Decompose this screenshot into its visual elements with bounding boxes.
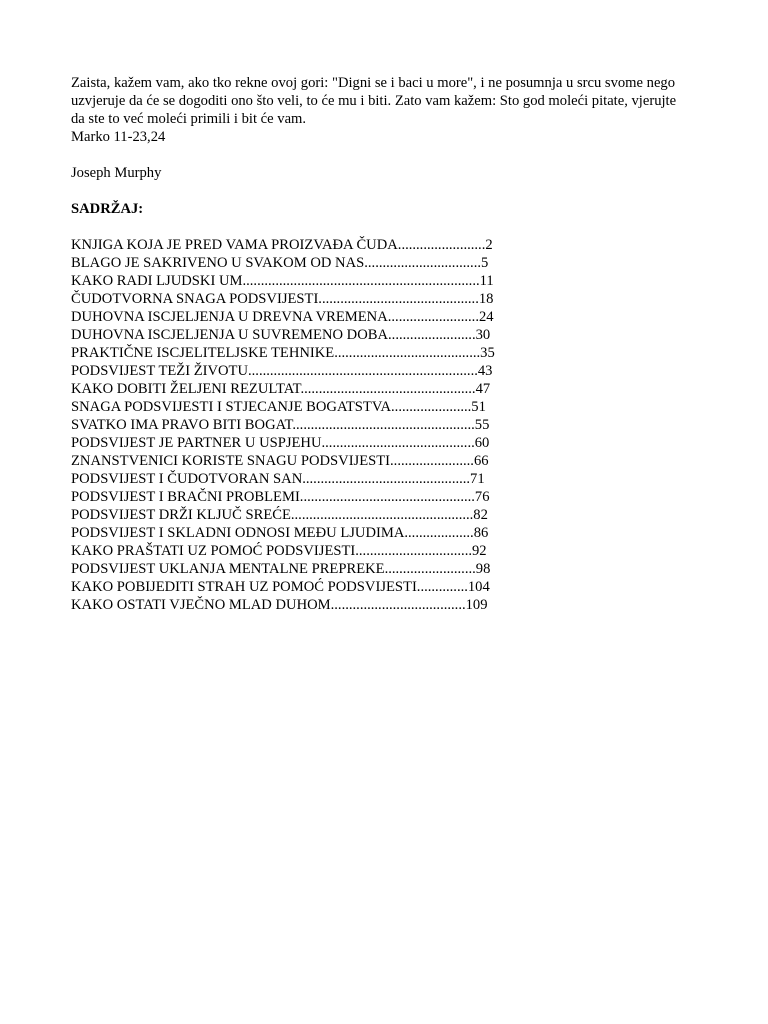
toc-entry: PODSVIJEST DRŽI KLJUČ SREĆE..................................................82 xyxy=(71,507,488,523)
toc-entry: PRAKTIČNE ISCJELITELJSKE TEHNIKE........................................35 xyxy=(71,345,495,361)
toc-entry: PODSVIJEST I ČUDOTVORAN SAN..............................................71 xyxy=(71,471,485,487)
spacer xyxy=(71,146,711,164)
toc-entry: PODSVIJEST JE PARTNER U USPJEHU..........................................60 xyxy=(71,435,490,451)
quote-line: da ste to već moleći primili i bit će vam. xyxy=(71,111,307,127)
toc-entry: KAKO POBIJEDITI STRAH UZ POMOĆ PODSVIJESTI..............104 xyxy=(71,579,490,595)
quote-reference: Marko 11-23,24 xyxy=(71,129,166,145)
toc-entry: SVATKO IMA PRAVO BITI BOGAT..................................................55 xyxy=(71,417,490,433)
toc-heading: SADRŽAJ: xyxy=(71,201,144,217)
toc-entry: DUHOVNA ISCJELJENJA U DREVNA VREMENA.........................24 xyxy=(71,309,494,325)
spacer xyxy=(71,218,711,236)
toc-entry: KAKO RADI LJUDSKI UM.................................................................11 xyxy=(71,273,494,289)
toc-entry: ZNANSTVENICI KORISTE SNAGU PODSVIJESTI.......................66 xyxy=(71,453,489,469)
toc-entry: BLAGO JE SAKRIVENO U SVAKOM OD NAS................................5 xyxy=(71,255,489,271)
toc-entry: PODSVIJEST I SKLADNI ODNOSI MEĐU LJUDIMA...................86 xyxy=(71,525,489,541)
toc-entry: KAKO DOBITI ŽELJENI REZULTAT................................................47 xyxy=(71,381,491,397)
toc-entry: KAKO PRAŠTATI UZ POMOĆ PODSVIJESTI................................92 xyxy=(71,543,487,559)
quote-line: Zaista, kažem vam, ako tko rekne ovoj gori: "Digni se i baci u more", i ne posumnja u srcu svome nego xyxy=(71,75,676,91)
epigraph-quote xyxy=(71,74,711,146)
toc-entry: PODSVIJEST TEŽI ŽIVOTU...............................................................43 xyxy=(71,363,493,379)
toc-entry: PODSVIJEST UKLANJA MENTALNE PREPREKE.........................98 xyxy=(71,561,491,577)
toc-entry: DUHOVNA ISCJELJENJA U SUVREMENO DOBA........................30 xyxy=(71,327,491,343)
toc-entry: ČUDOTVORNA SNAGA PODSVIJESTI............................................18 xyxy=(71,291,494,307)
toc-entry: SNAGA PODSVIJESTI I STJECANJE BOGATSTVA......................51 xyxy=(71,399,486,415)
author-name: Joseph Murphy xyxy=(71,165,162,181)
toc-entry: KAKO OSTATI VJEČNO MLAD DUHOM.....................................109 xyxy=(71,597,488,613)
spacer xyxy=(71,182,711,200)
toc-entry: PODSVIJEST I BRAČNI PROBLEMI................................................76 xyxy=(71,489,490,505)
table-of-contents xyxy=(71,236,711,614)
toc-entry: KNJIGA KOJA JE PRED VAMA PROIZVAĐA ČUDA........................2 xyxy=(71,237,493,253)
quote-line: uzvjeruje da će se dogoditi ono što veli, to će mu i biti. Zato vam kažem: Sto god moleći pitate, vjerujte xyxy=(71,93,677,109)
document-page xyxy=(71,74,711,614)
